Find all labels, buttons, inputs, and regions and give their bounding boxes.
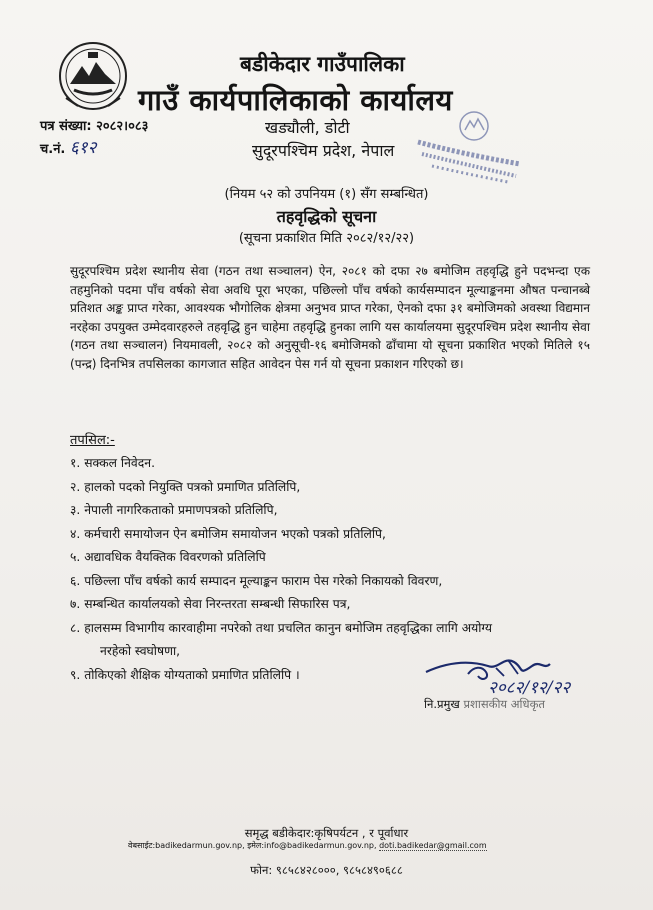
designation-primary: नि.प्रमुख	[424, 697, 460, 711]
list-item: २. हालको पदको नियुक्ति पत्रको प्रमाणित प्रतिलिपि,	[70, 479, 301, 494]
footer-phone	[0, 863, 653, 878]
publication-date: (सूचना प्रकाशित मिति २०८२/१२/२२)	[238, 231, 415, 246]
letter-number-label: पत्र संख्या:	[40, 119, 92, 134]
designation-secondary: प्रशासकीय अधिकृत	[463, 697, 545, 711]
nepal-emblem-icon	[58, 40, 128, 112]
notice-title: तहवृद्धिको सूचना	[276, 207, 377, 226]
email-label: इमेल:	[247, 841, 265, 850]
office-name: गाउँ कार्यपालिकाको कार्यालय	[138, 83, 453, 117]
tapsil-heading: तपसिल:-	[70, 433, 115, 448]
phone-label: फोन:	[250, 863, 273, 877]
dispatch-number-value: ६१२	[69, 138, 97, 158]
dispatch-number-label: च.नं.	[40, 142, 66, 157]
rule-reference: (नियम ५२ को उपनियम (१) सँग सम्बन्धित)	[224, 187, 429, 202]
list-item: ८. हालसम्म विभागीय कारवाहीमा नपरेको तथा प्रचलित कानुन बमोजिम तहवृद्धिका लागि अयोग्य	[70, 620, 493, 635]
footer-slogan: समृद्ध बडीकेदार:कृषिपर्यटन , र पूर्वाधार	[244, 826, 409, 840]
website-link: badikedarmun.gov.np,	[155, 841, 245, 850]
footer-contacts	[128, 840, 628, 851]
list-item: ४. कर्मचारी समायोजन ऐन बमोजिम समायोजन भएको पत्रको प्रतिलिपि,	[70, 526, 386, 541]
website-label: वेबसाईट:	[128, 841, 156, 850]
list-item: नरहेको स्वघोषणा,	[100, 644, 181, 658]
signatory-designation	[424, 697, 545, 712]
office-province: सुदूरपश्चिम प्रदेश, नेपाल	[252, 141, 395, 160]
office-stamp-icon	[412, 106, 532, 186]
list-item: ५. अद्यावधिक वैयक्तिक विवरणको प्रतिलिपि	[70, 550, 266, 564]
list-item: ९. तोकिएको शैक्षिक योग्यताको प्रमाणित प्रतिलिपि ।	[70, 667, 300, 682]
notice-body: सुदूरपश्चिम प्रदेश स्थानीय सेवा (गठन तथा सञ्चालन) ऐन, २०८१ को दफा २७ बमोजिम तहवृद्धि हुने पदभन्दा एक तहमुनिको पदमा पाँच वर्षको सेवा अवधि पूरा भएका, पछिल्लो पाँच वर्षको कार्यसम्पादन मूल्याङ्कनमा औषत पन्चानब्बे प्रतिशत अङ्क प्राप्त गरेका, आवश्यक भौगोलिक क्षेत्रमा अनुभव प्राप्त गरेका, ऐनको दफा ३१ बमोजिमको अवस्था विद्यमान नरहेका उपयुक्त उम्मेदवारहरुले तहवृद्धि हुन चाहेमा तहवृद्धि हुनका लागि यस कार्यालयमा सुदूरपश्चिम प्रदेश स्थानीय सेवा (गठन तथा सञ्चालन) नियमावली, २०८२ को अनुसूची-१६ बमोजिमको ढाँचामा यो सूचना प्रकाशित भएको मितिले १५ (पन्द्र) दिनभित्र तपसिलका कागजात सहित आवेदन पेस गर्न यो सूचना प्रकाशन गरिएको छ।	[70, 264, 590, 371]
signature-date: २०८२/१२/२२	[488, 678, 571, 698]
dispatch-number	[40, 135, 96, 158]
phone-numbers: ९८५८४२८०००, ९८५८४९०६८८	[275, 863, 403, 877]
office-address: खड्यौली, डोटी	[265, 118, 350, 137]
list-item: ६. पछिल्ला पाँच वर्षको कार्य सम्पादन मूल्याङ्कन फाराम पेस गरेको निकायको विवरण,	[70, 573, 443, 588]
list-item: १. सक्कल निवेदन.	[70, 456, 156, 470]
letter-number-value: २०८२।०८३	[96, 119, 149, 134]
municipality-name: बडीकेदार गाउँपालिका	[240, 52, 405, 76]
letter-number	[40, 116, 148, 134]
list-item: ७. सम्बन्धित कार्यालयको सेवा निरन्तरता सम्बन्धी सिफारिस पत्र,	[70, 597, 351, 611]
list-item: ३. नेपाली नागरिकताको प्रमाणपत्रको प्रतिलिपि,	[70, 503, 278, 517]
email-link-secondary: doti.badikedar@gmail.com	[379, 841, 487, 850]
email-link-primary: info@badikedarmun.gov.np,	[264, 841, 377, 850]
